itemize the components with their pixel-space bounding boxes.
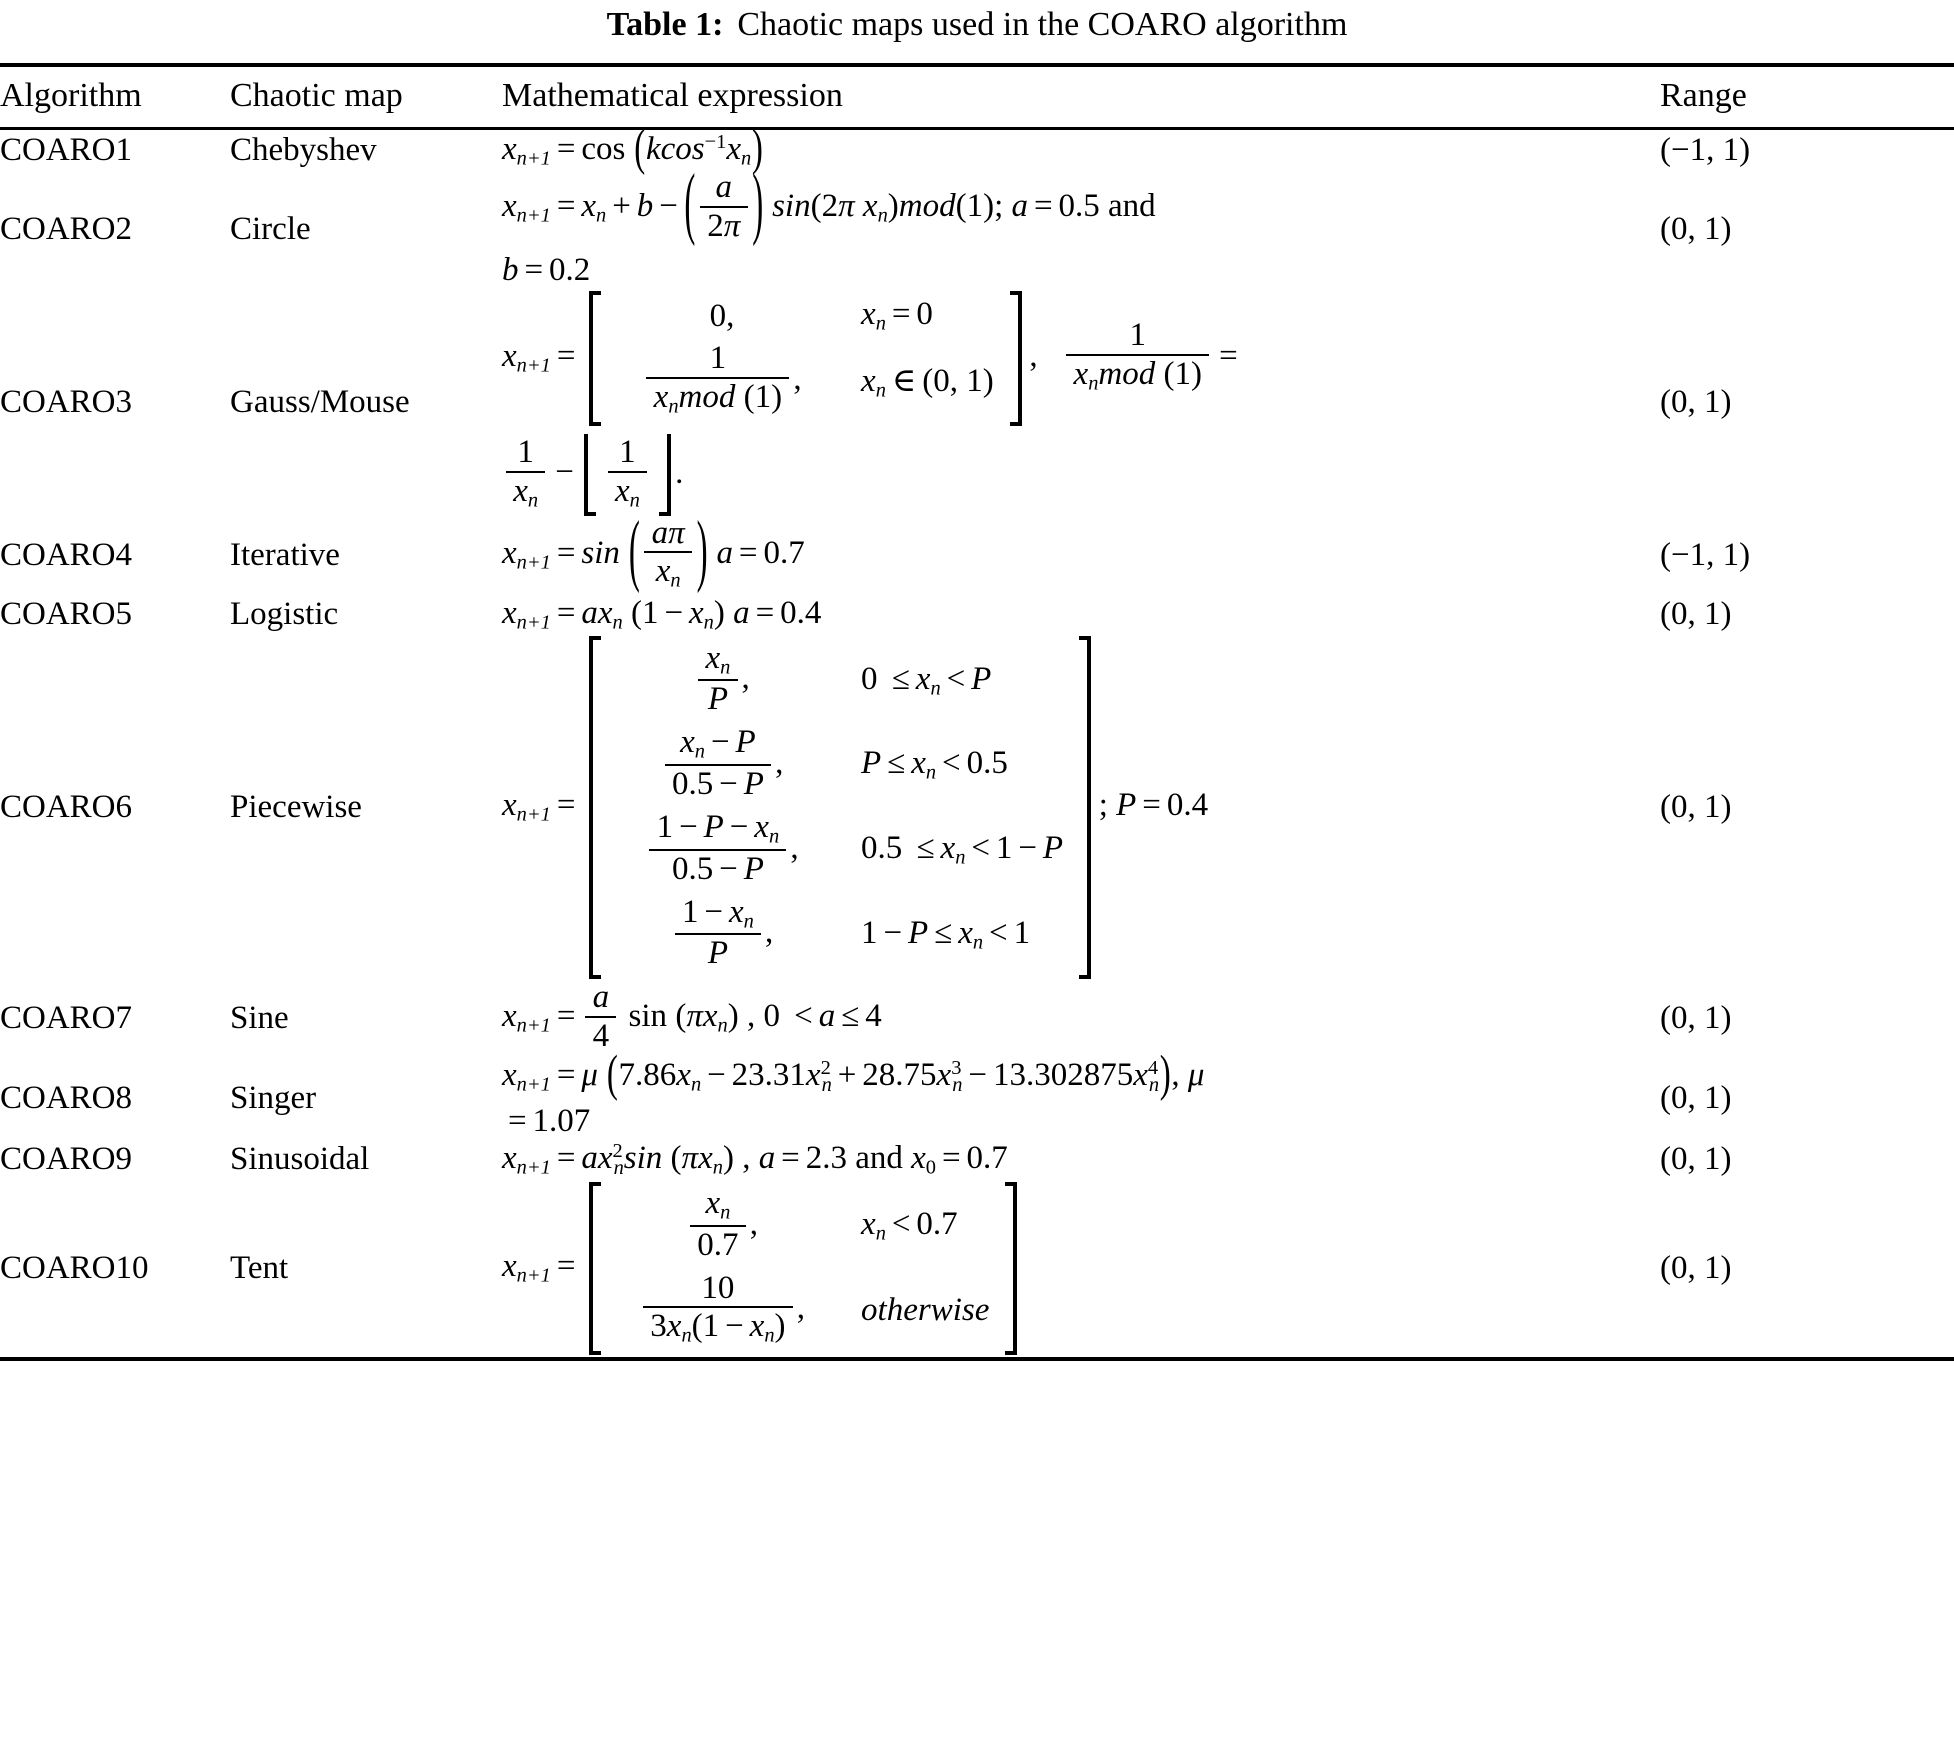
chaotic-maps-table	[0, 67, 1954, 127]
formula-circle: $x_{n+1} = x_n + b$ − ( $\frac{a}{2\pi}$ ) sin(2π $x_n)mod(1)$; a = 0.5 and	[502, 160, 1156, 249]
cell-chaotic-map: Iterative	[230, 536, 340, 573]
cell-expression	[502, 120, 1660, 177]
table-caption	[0, 0, 1954, 43]
right-brace-icon	[1073, 634, 1097, 980]
cell-expression	[502, 1140, 1660, 1180]
chaotic-maps-body	[0, 120, 1954, 1356]
formula-iterative: $x_{n+1} = \sin$ ( $\frac{a\pi}{x_n}$ ) a = 0.7	[502, 507, 805, 596]
cell-chaotic-map: Singer	[230, 1079, 317, 1116]
formula-singer: $x_{n+1} = \mu$ $(7.86x_n - 23.31x^2_n + 28.75x^3_n - 13.302875x^4_n)$, μ	[502, 1046, 1205, 1103]
cell-range: (0, 1)	[1660, 384, 1732, 421]
cell-range: (0, 1)	[1660, 1079, 1732, 1116]
cell-algorithm: COARO2	[0, 211, 133, 248]
table-row	[0, 130, 1954, 170]
table-row	[0, 1140, 1954, 1180]
cell-algorithm: COARO5	[0, 596, 133, 633]
header-range: Range	[1660, 77, 1747, 115]
header-row	[0, 67, 1954, 127]
header-expression: Mathematical expression	[502, 77, 843, 115]
cell-chaotic-map: Sinusoidal	[230, 1141, 370, 1178]
table-row	[0, 289, 1954, 516]
left-brace-icon	[583, 634, 607, 980]
right-brace-icon	[999, 1180, 1023, 1357]
table-head	[0, 67, 1954, 127]
cell-algorithm: COARO3	[0, 384, 133, 421]
caption-text: Chaotic maps used in the COARO algorithm	[737, 6, 1348, 43]
cell-algorithm: COARO9	[0, 1141, 133, 1178]
cell-chaotic-map: Sine	[230, 1000, 289, 1037]
table-row	[0, 595, 1954, 635]
table-row	[0, 981, 1954, 1057]
header-algorithm: Algorithm	[0, 77, 142, 115]
cell-expression	[502, 981, 1660, 1057]
cell-range: (0, 1)	[1660, 1249, 1732, 1286]
formula-sine: $x_{n+1}$ = $\frac{a}{4}$ $\sin (\pi x_n)$ , 0 < a ≤ 4	[502, 979, 882, 1055]
cell-algorithm: COARO6	[0, 789, 133, 826]
cell-range: (−1, 1)	[1660, 131, 1751, 168]
formula-tent: $x_{n+1}$ = $\frac{x_n}{0.7}$ , $x_n < 0.7$ $\frac{10}{3x_n(1 - x_n)}$ , otherwise	[502, 1248, 1025, 1284]
cell-expression	[502, 634, 1660, 980]
table-row	[0, 1057, 1954, 1140]
cell-algorithm: COARO4	[0, 536, 133, 573]
left-brace-icon	[583, 289, 607, 427]
cell-expression	[502, 160, 1660, 289]
cell-algorithm: COARO8	[0, 1079, 133, 1116]
cell-range: (0, 1)	[1660, 211, 1732, 248]
table-row	[0, 1180, 1954, 1357]
formula-piecewise: $x_{n+1}$ = $\frac{x_n}{P}$ , $0 \le x_n < P$ $\frac{x_n - P}{0.5 - P}$ , $P \le x_n < 0.5$ $\frac{1 - P - x_n}{0.5 - P}$ , $0.5 \le x_n < 1 - P$ $\frac{1 - x_n}{P}$ , $1 - P \le x_n < 1$ ; P = 0.4	[502, 787, 1208, 823]
formula-sinusoidal: $x_{n+1} = ax^2_n\sin$ $(\pi x_n)$ , a = 2.3 and x0 = 0.7	[502, 1139, 1008, 1179]
floor-right-icon	[657, 434, 675, 517]
formula-singer-line2: = 1.07	[507, 1102, 591, 1139]
cell-expression	[502, 1046, 1660, 1140]
table-bottom-rule	[0, 1357, 1954, 1361]
cell-chaotic-map: Logistic	[230, 596, 339, 633]
caption-label: Table 1:	[606, 6, 724, 43]
formula-circle-line2: b = 0.2	[502, 252, 591, 289]
cell-chaotic-map: Gauss/Mouse	[230, 384, 410, 421]
cell-chaotic-map: Tent	[230, 1249, 289, 1286]
table-row	[0, 170, 1954, 289]
formula-chebyshev: $x_{n+1} = \cos (kcos^{-1}x_n)$	[502, 120, 763, 177]
table-row	[0, 516, 1954, 595]
cell-algorithm: COARO7	[0, 1000, 133, 1037]
cell-chaotic-map: Piecewise	[230, 789, 362, 826]
cell-chaotic-map: Circle	[230, 211, 311, 248]
cell-algorithm: COARO10	[0, 1249, 149, 1286]
cell-range: (0, 1)	[1660, 1000, 1732, 1037]
cell-range: (0, 1)	[1660, 1141, 1732, 1178]
left-brace-icon	[583, 1180, 607, 1357]
cell-range: (0, 1)	[1660, 789, 1732, 826]
cell-expression	[502, 289, 1660, 516]
table-row	[0, 634, 1954, 980]
cell-range: (0, 1)	[1660, 596, 1732, 633]
cell-chaotic-map: Chebyshev	[230, 131, 377, 168]
cell-range: (−1, 1)	[1660, 536, 1751, 573]
cell-algorithm: COARO1	[0, 131, 133, 168]
formula-logistic: $x_{n+1} = ax_n$ $(1 - x_n)$ a = 0.4	[502, 594, 822, 634]
right-brace-icon	[1004, 289, 1028, 427]
cell-expression	[502, 595, 1660, 635]
formula-gauss-mouse: $x_{n+1}$ = 0, $x_n = 0$ $\frac{1}{x_nmod (1)}$ , $x_n$ ∈ (0, 1) , $\frac{1}{x_nmod (1)}$ =	[502, 338, 1244, 374]
cell-expression	[502, 507, 1660, 596]
cell-expression	[502, 1180, 1660, 1357]
floor-left-icon	[580, 434, 598, 517]
formula-gauss-mouse-line2: $\frac{1}{x_n}$ − $\frac{1}{x_n}$ .	[502, 428, 1660, 517]
header-chaotic-map: Chaotic map	[230, 77, 403, 115]
